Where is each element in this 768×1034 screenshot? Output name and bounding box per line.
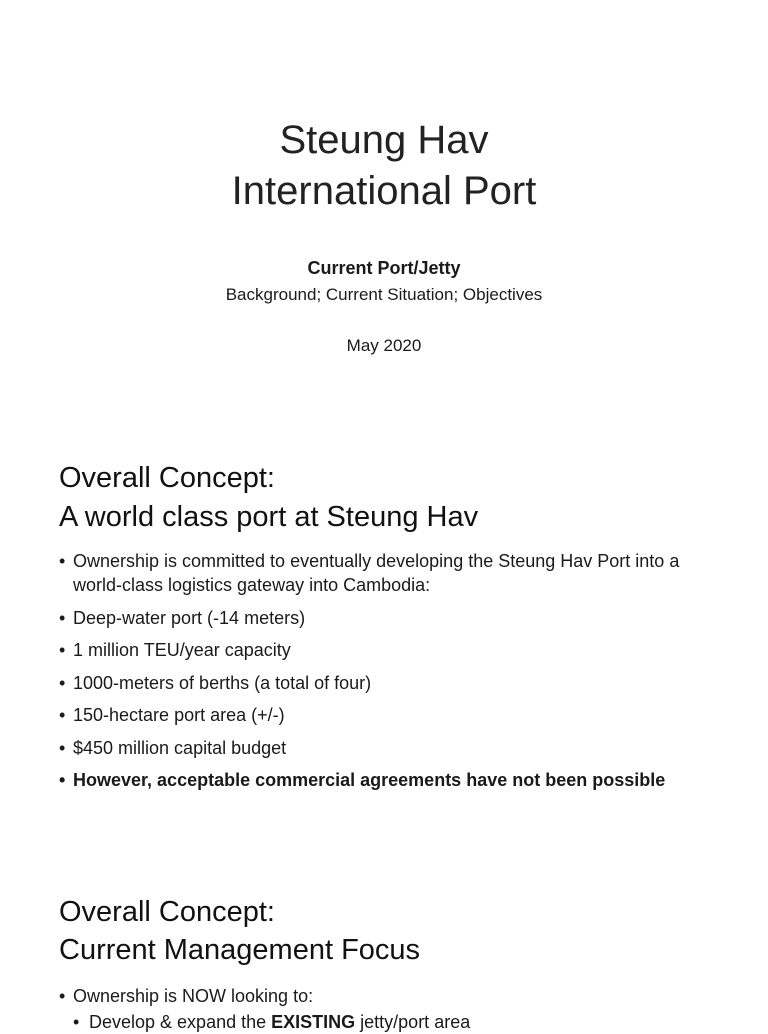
sub-bullet-text-bold: EXISTING	[271, 1012, 356, 1032]
subtitle-bold: Current Port/Jetty	[307, 258, 461, 278]
bullet-item: • $450 million capital budget	[59, 736, 709, 760]
slide3-heading-line-2: Current Management Focus	[59, 934, 421, 966]
bullet-item: • 1 million TEU/year capacity	[59, 638, 709, 662]
bullet-item: • Ownership is NOW looking to:	[59, 984, 709, 1008]
date: May 2020	[346, 336, 422, 355]
subtitle: Background; Current Situation; Objectives	[225, 285, 543, 304]
bullet-item: • Deep-water port (-14 meters)	[59, 606, 709, 630]
bullet-item: • 1000-meters of berths (a total of four)	[59, 671, 709, 695]
slide3-heading-line-1: Overall Concept:	[59, 896, 275, 928]
title-line-1: Steung Hav	[279, 118, 489, 162]
sub-bullet-text-pre: Develop & expand the	[89, 1012, 272, 1032]
sub-bullet-item	[89, 1010, 470, 1034]
slide2-bullet-list	[59, 549, 709, 801]
sub-bullet-text-post: jetty/port area	[355, 1012, 471, 1032]
slide2-heading-line-2: A world class port at Steung Hav	[59, 501, 479, 533]
bullet-item-bold: • However, acceptable commercial agreements have not been possible	[59, 768, 709, 792]
bullet-item: • 150-hectare port area (+/-)	[59, 703, 709, 727]
title-line-2: International Port	[231, 169, 537, 213]
slide2-heading-line-1: Overall Concept:	[59, 462, 275, 494]
title-slide	[0, 0, 768, 440]
bullet-item: • Ownership is committed to eventually developing the Steung Hav Port into a world-class logistics gateway into Cambodia:	[59, 549, 709, 597]
